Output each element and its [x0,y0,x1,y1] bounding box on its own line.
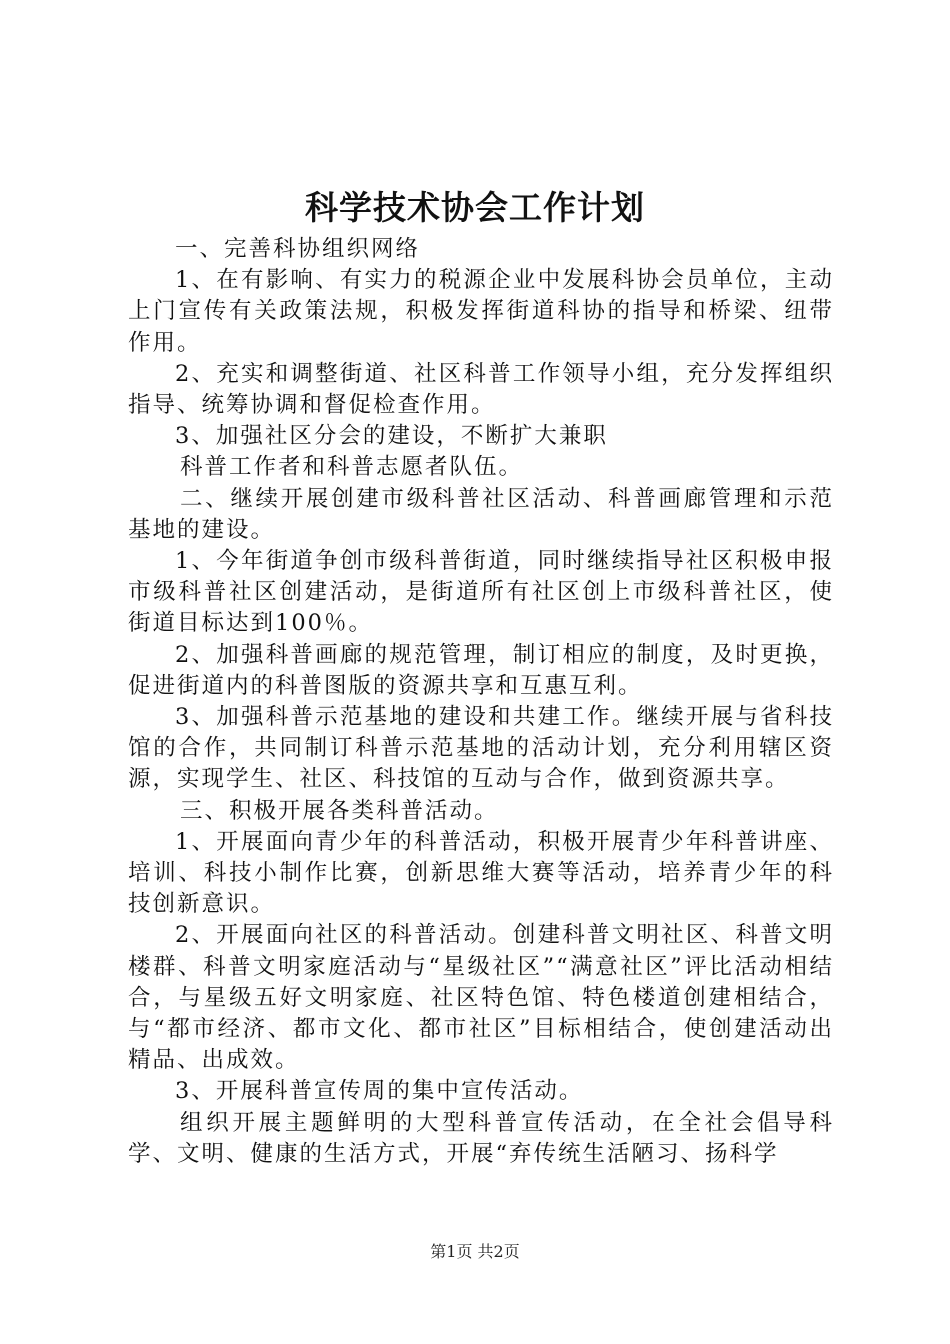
paragraph: 2、充实和调整街道、社区科普工作领导小组，充分发挥组织指导、统筹协调和督促检查作用。 [128,360,834,419]
paragraph: 科普工作者和科普志愿者队伍。 [180,454,524,481]
paragraph: 1、在有影响、有实力的税源企业中发展科协会员单位，主动上门宣传有关政策法规，积极发挥街道科协的指导和桥梁、纽带作用。 [128,267,834,356]
section-heading-3: 三、积极开展各类科普活动。 [180,797,499,824]
paragraph: 1、今年街道争创市级科普街道，同时继续指导社区积极申报市级科普社区创建活动，是街道所有社区创上市级科普社区，使街道目标达到100％。 [128,548,834,637]
section-heading-2: 二、继续开展创建市级科普社区活动、科普画廊管理和示范基地的建设。 [128,485,834,543]
paragraph: 3、加强社区分会的建设，不断扩大兼职 [175,423,608,450]
paragraph: 组织开展主题鲜明的大型科普宣传活动，在全社会倡导科学、文明、健康的生活方式，开展“弃传统生活陋习、扬科学 [128,1109,834,1167]
document-body [128,234,834,1170]
document-title: 科学技术协会工作计划 [305,188,645,227]
paragraph: 2、开展面向社区的科普活动。创建科普文明社区、科普文明楼群、科普文明家庭活动与“星级社区”“满意社区”评比活动相结合，与星级五好文明家庭、社区特色馆、特色楼道创建相结合，与“都市经济、都市文化、都市社区”目标相结合，使创建活动出精品、出成效。 [128,922,834,1074]
paragraph: 3、加强科普示范基地的建设和共建工作。继续开展与省科技馆的合作，共同制订科普示范基地的活动计划，充分利用辖区资源，实现学生、社区、科技馆的互动与合作，做到资源共享。 [128,704,834,793]
page-number-footer: 第1页 共2页 [430,1242,520,1261]
section-heading-1: 一、完善科协组织网络 [175,236,421,262]
paragraph: 2、加强科普画廊的规范管理，制订相应的制度，及时更换，促进街道内的科普图版的资源共享和互惠互利。 [128,641,834,699]
paragraph: 3、开展科普宣传周的集中宣传活动。 [175,1078,584,1105]
paragraph: 1、开展面向青少年的科普活动，积极开展青少年科普讲座、培训、科技小制作比赛，创新思维大赛等活动，培养青少年的科技创新意识。 [128,828,834,918]
